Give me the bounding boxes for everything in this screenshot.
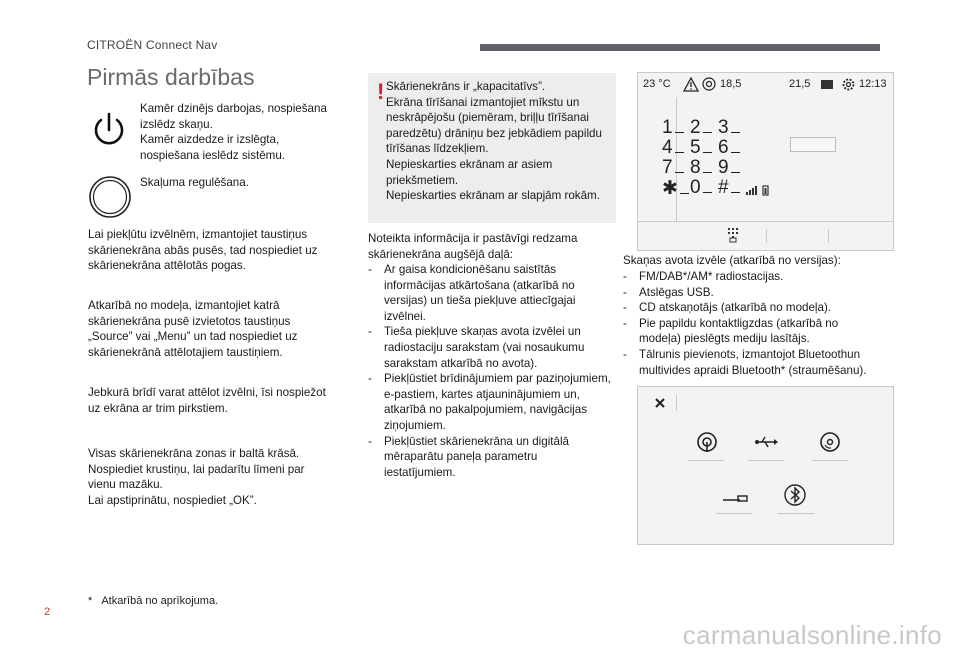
status-bar [638,73,893,97]
close-icon [654,397,666,409]
bottom-tab-divider [828,229,829,243]
icon-underline [812,460,848,461]
volume-text: Skaļuma regulēšana. [140,176,249,189]
icon-underline [778,513,814,514]
key-hash: # [718,177,740,199]
top-divider [676,395,677,411]
key-2: 2 [690,117,712,139]
warning-triangle-icon [683,77,699,92]
power-icon [88,108,130,150]
radio-icon [696,431,718,453]
clock: 12:13 [859,78,887,90]
list-item: - Tieša piekļuve skaņas avota izvēlei un radiostaciju sarakstam (vai nosaukumu sarakstam atkarībā no avota). [368,324,620,371]
aux-jack-icon [722,491,748,505]
right-temp-value: 21,5 [789,78,811,90]
paragraph-model-buttons: Atkarībā no modeļa, izmantojiet katrā skārienekrāna pusē izvietotos taustiņus „Source” vai „Menu” un tad nospiediet uz skārienekrānā attēlotajiem taustiņiem. [88,299,298,359]
icon-underline [716,513,752,514]
bluetooth-icon [784,483,806,507]
list-item: - Piekļūstiet brīdinājumiem par paziņojumiem, e-pastiem, kartes atjauninājumiem un, atkarībā no pakalpojumiem, navigācijas ziņojumiem. [368,371,620,433]
footnote [88,594,218,610]
key-4: 4 [662,137,684,159]
list-item: - Tālrunis pievienots, izmantojot Bluetoothun multivides apraidi Bluetooth* (straumēšanu). [623,347,923,378]
left-temp-value: 18,5 [720,78,742,90]
middle-list [368,262,620,480]
page-title: Pirmās darbības [87,64,255,90]
header-brand: CITROËN Connect Nav [87,38,218,52]
middle-intro: Noteikta informācija ir pastāvīgi redzama skārienekrāna augšējā daļā: [368,232,578,261]
paragraph-menus: Lai piekļūtu izvēlnēm, izmantojiet taustiņus skārienekrāna abās pusēs, tad nospiediet uz skārienekrāna attēlotās pogas. [88,228,318,273]
temperature: 23 °C [643,78,671,90]
key-6: 6 [718,137,740,159]
bottom-divider [638,221,893,222]
radio-source-icon [702,77,716,91]
list-item: - CD atskaņotājs (atkarībā no modeļa). [623,300,923,316]
key-9: 9 [718,157,740,179]
icon-underline [688,460,724,461]
cd-icon [819,431,841,453]
right-list [623,269,923,378]
list-item: - Atslēgas USB. [623,285,923,301]
key-8: 8 [690,157,712,179]
key-star: ✱ [662,177,689,200]
paragraph-three-fingers: Jebkurā brīdī varat attēlot izvēlni, īsi nospiežot uz ekrāna ar trim pirkstiem. [88,386,326,415]
warning-icon: ! [377,79,385,104]
key-3: 3 [718,117,740,139]
settings-gear-icon [841,77,856,92]
volume-knob-icon [88,175,132,219]
footnote-text: Atkarībā no aprīkojuma. [101,595,219,607]
bottom-tab-divider [766,229,767,243]
header-bar [480,44,880,51]
warning-box [368,73,616,223]
list-item: - FM/DAB*/AM* radiostacijas. [623,269,923,285]
number-display-field [790,137,836,152]
page-number: 2 [44,606,51,618]
message-icon [820,78,835,91]
paragraph-white-zones: Visas skārienekrāna zonas ir baltā krāsā. Nospiediet krustiņu, lai padarītu līmeni par vienu mazāku. Lai apstiprinātu, nospiediet „OK”. [88,447,305,507]
footnote-mark: * [88,595,93,607]
key-7: 7 [662,157,684,179]
screen-source-illustration [637,386,894,545]
right-intro: Skaņas avota izvēle (atkarībā no versijas): [623,254,841,267]
keypad-icon [726,227,740,243]
list-item: - Pie papildu kontaktligzdas (atkarībā no modeļa) pieslēgts mediju lasītājs. [623,316,923,347]
key-0: 0 [690,177,712,199]
list-item: - Ar gaisa kondicionēšanu saistītās informācijas atkārtošana (atkarībā no versijas) un tieša piekļuve attiecīgajai izvēlnei. [368,262,620,324]
list-item: - Piekļūstiet skārienekrāna un digitālā mēraparātu paneļa parametru iestatījumiem. [368,434,620,481]
watermark: carmanualsonline.info [682,620,942,650]
signal-battery-icon [746,184,780,196]
screen-keypad-illustration [637,72,894,251]
warning-text: Skārienekrāns ir „kapacitatīvs”. Ekrāna tīrīšanai izmantojiet mīkstu un neskrāpējošu (piemēram, briļļu tīrīšanai paredzētu) drāniņu bez jebkādiem papildu tīrīšanas līdzekļiem. Nepieskarties ekrānam ar asiem priekšmetiem. Nepieskarties ekrānam ar slapjām rokām. [386,80,602,203]
key-1: 1 [662,117,684,139]
usb-icon [754,435,778,449]
icon-underline [748,460,784,461]
power-text: Kamēr dzinējs darbojas, nospiešana izslēdz skaņu. Kamēr aizdedze ir izslēgta, nospiešana ieslēdz sistēmu. [140,102,327,162]
key-5: 5 [690,137,712,159]
